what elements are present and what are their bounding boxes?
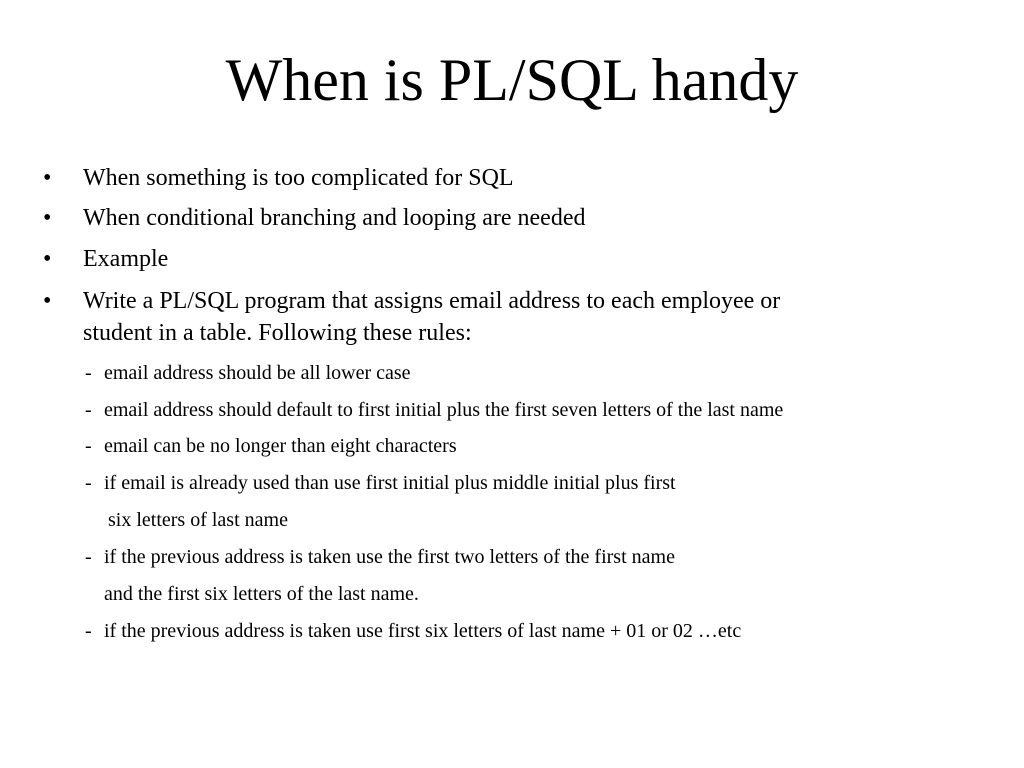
dash-symbol: - bbox=[85, 472, 92, 494]
rule-text: email address should default to first initial plus the first seven letters of the last name bbox=[104, 399, 784, 421]
bullet-symbol: • bbox=[43, 205, 52, 231]
rule-continuation: six letters of last name bbox=[108, 509, 288, 531]
bullet-symbol: • bbox=[43, 246, 52, 272]
bullet-text: When something is too complicated for SQL bbox=[83, 165, 514, 191]
bullet-symbol: • bbox=[43, 288, 52, 314]
rule-text: if the previous address is taken use first six letters of last name + 01 or 02 …etc bbox=[104, 620, 742, 642]
dash-symbol: - bbox=[85, 399, 92, 421]
rule-text: email address should be all lower case bbox=[104, 362, 411, 384]
bullet-text-line: student in a table. Following these rules: bbox=[83, 320, 472, 346]
bullet-text-line: Write a PL/SQL program that assigns email address to each employee or bbox=[83, 288, 781, 314]
slide-title: When is PL/SQL handy bbox=[225, 47, 799, 113]
bullet-text: When conditional branching and looping are needed bbox=[83, 205, 586, 231]
rule-text: email can be no longer than eight characters bbox=[104, 435, 457, 457]
dash-symbol: - bbox=[85, 546, 92, 568]
dash-symbol: - bbox=[85, 435, 92, 457]
bullet-symbol: • bbox=[43, 165, 52, 191]
dash-symbol: - bbox=[85, 620, 92, 642]
dash-symbol: - bbox=[85, 362, 92, 384]
bullet-text: Example bbox=[83, 246, 169, 272]
rule-continuation: and the first six letters of the last name. bbox=[104, 583, 419, 605]
bullet-text bbox=[83, 285, 983, 349]
rule-text: if email is already used than use first initial plus middle initial plus first bbox=[104, 472, 676, 494]
rule-text: if the previous address is taken use the first two letters of the first name bbox=[104, 546, 675, 568]
